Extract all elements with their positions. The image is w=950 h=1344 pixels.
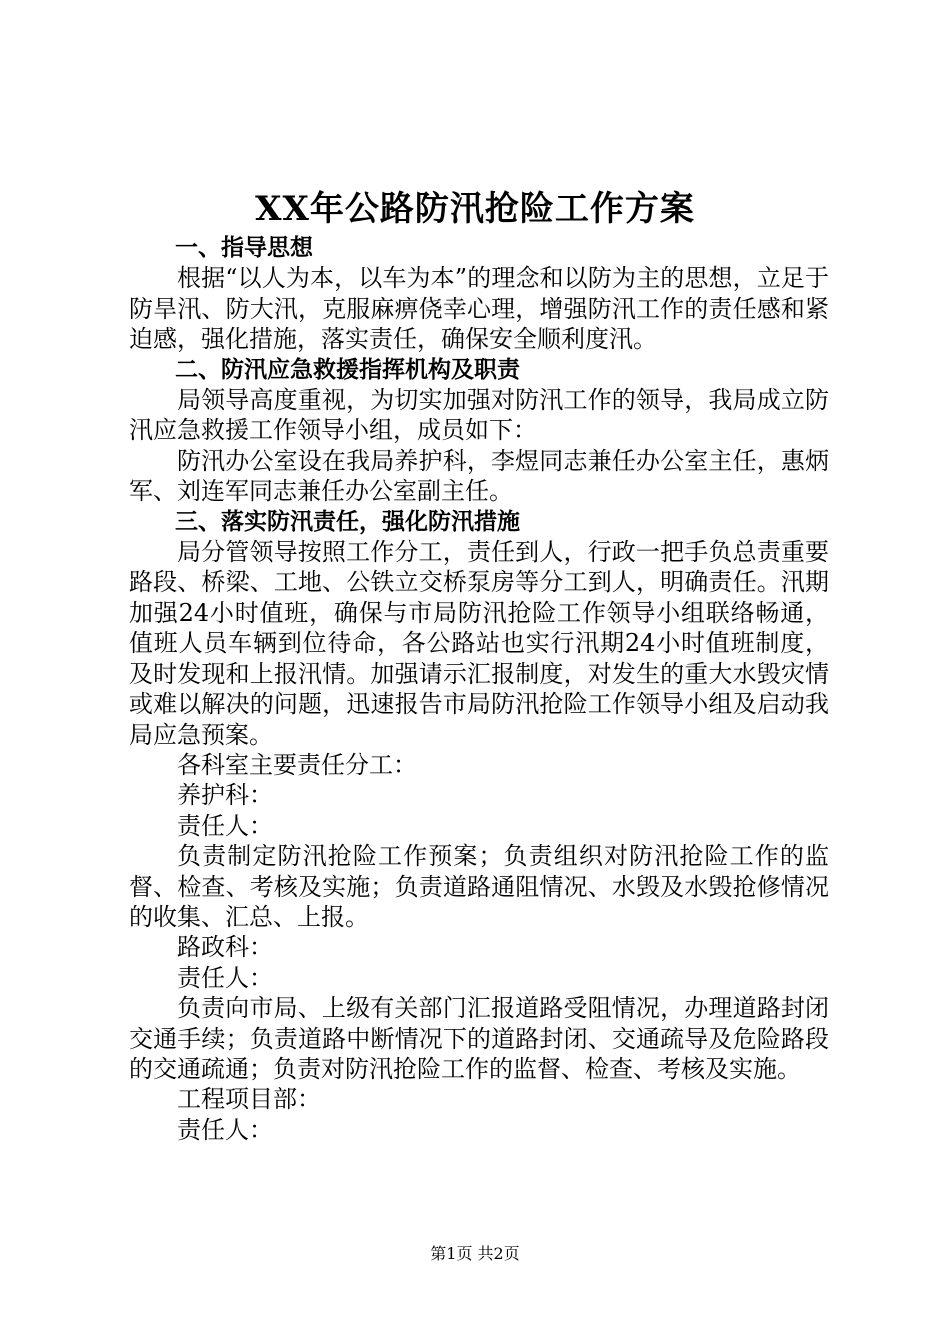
section-heading: 三、落实防汛责任，强化防汛措施 <box>175 508 520 535</box>
page-footer: 第1页 共2页 <box>430 1244 520 1263</box>
paragraph: 责任人： <box>177 811 273 840</box>
paragraph: 养护科： <box>177 781 273 810</box>
paragraph: 负责制定防汛抢险工作预案；负责组织对防汛抢险工作的监督、检查、考核及实施；负责道路通阻情况、水毁及水毁抢修情况的收集、汇总、上报。 <box>129 842 829 931</box>
paragraph: 局分管领导按照工作分工，责任到人，行政一把手负总责重要路段、桥梁、工地、公铁立交桥泵房等分工到人，明确责任。汛期加强24小时值班，确保与市局防汛抢险工作领导小组联络畅通，值班人员车辆到位待命，各公路站也实行汛期24小时值班制度，及时发现和上报汛情。加强请示汇报制度，对发生的重大水毁灾情或难以解决的问题，迅速报告市局防汛抢险工作领导小组及启动我局应急预案。 <box>129 538 829 749</box>
paragraph: 根据“以人为本，以车为本”的理念和以防为主的思想，立足于防旱汛、防大汛，克服麻痹侥幸心理，增强防汛工作的责任感和紧迫感，强化措施，落实责任，确保安全顺利度汛。 <box>129 264 829 354</box>
paragraph: 负责向市局、上级有关部门汇报道路受阻情况，办理道路封闭交通手续；负责道路中断情况下的道路封闭、交通疏导及危险路段的交通疏通；负责对防汛抢险工作的监督、检查、考核及实施。 <box>129 994 829 1083</box>
paragraph: 责任人： <box>177 1115 273 1144</box>
document-body <box>129 233 829 1145</box>
paragraph: 局领导高度重视，为切实加强对防汛工作的领导，我局成立防汛应急救援工作领导小组，成员如下： <box>129 386 829 445</box>
paragraph: 各科室主要责任分工： <box>177 750 417 779</box>
section-heading: 二、防汛应急救援指挥机构及职责 <box>175 356 520 383</box>
paragraph: 防汛办公室设在我局养护科，李煜同志兼任办公室主任，惠炳军、刘连军同志兼任办公室副主任。 <box>129 446 829 506</box>
document-title: XX年公路防汛抢险工作方案 <box>255 189 695 229</box>
section-heading: 一、指导思想 <box>175 235 313 261</box>
paragraph: 责任人： <box>177 963 273 992</box>
paragraph: 路政科： <box>177 933 273 962</box>
paragraph: 工程项目部： <box>177 1085 321 1114</box>
